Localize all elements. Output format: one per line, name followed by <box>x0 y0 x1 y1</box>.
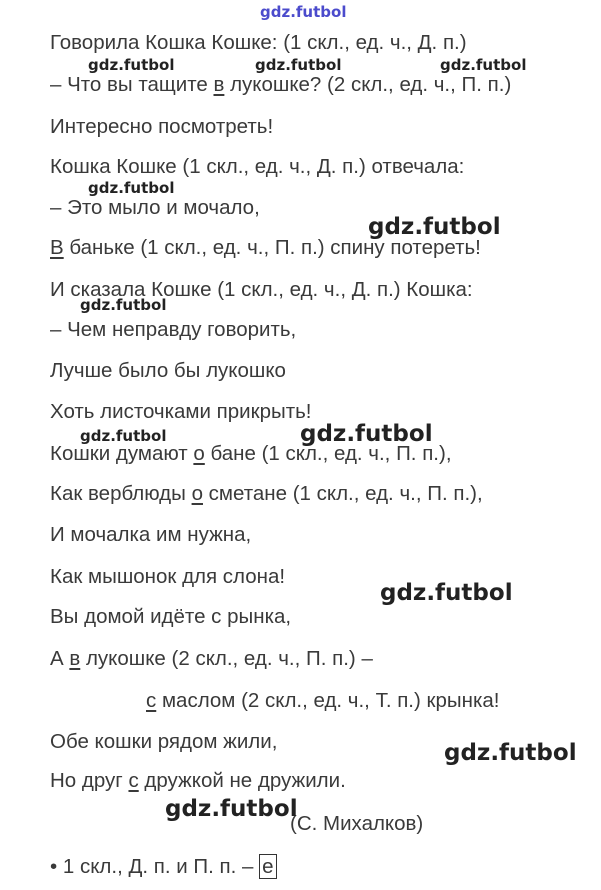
poem-line: – Чем неправду говорить, <box>50 318 297 341</box>
watermark: gdz.futbol <box>444 740 577 766</box>
poem-line: Но друг с дружкой не дружили. <box>50 769 346 792</box>
watermark: gdz.futbol <box>368 214 501 240</box>
preposition: о <box>191 482 203 505</box>
preposition: с <box>146 689 157 712</box>
preposition: с <box>128 769 139 792</box>
poem-line: А в лукошке (2 скл., ед. ч., П. п.) – <box>50 647 373 670</box>
watermark: gdz.futbol <box>88 56 175 74</box>
watermark: gdz.futbol <box>165 796 298 822</box>
watermark: gdz.futbol <box>380 580 513 606</box>
watermark: gdz.futbol <box>300 421 433 447</box>
preposition: в <box>213 73 225 96</box>
poem-line: Хоть листочками прикрыть! <box>50 400 312 423</box>
author-credit: (С. Михалков) <box>290 812 424 835</box>
watermark: gdz.futbol <box>80 427 167 445</box>
poem-line: Кошки думают о бане (1 скл., ед. ч., П. п.), <box>50 442 452 465</box>
poem-line: Обе кошки рядом жили, <box>50 730 278 753</box>
rule-bullet: • 1 скл., Д. п. и П. п. – е <box>50 855 277 879</box>
preposition: в <box>69 647 81 670</box>
preposition: о <box>193 442 205 465</box>
poem-line: с маслом (2 скл., ед. ч., Т. п.) крынка! <box>146 689 500 712</box>
poem-line: – Что вы тащите в лукошке? (2 скл., ед. ч., П. п.) <box>50 73 512 96</box>
poem-line: Как мышонок для слона! <box>50 565 286 588</box>
poem-line: В баньке (1 скл., ед. ч., П. п.) спину потереть! <box>50 236 481 259</box>
poem-line: Вы домой идёте с рынка, <box>50 605 292 628</box>
watermark: gdz.futbol <box>80 296 167 314</box>
poem-line: Как верблюды о сметане (1 скл., ед. ч., П. п.), <box>50 482 483 505</box>
poem-line: Лучше было бы лукошко <box>50 359 286 382</box>
ending-box: е <box>259 854 276 879</box>
poem-line: Говорила Кошка Кошке: (1 скл., ед. ч., Д. п.) <box>50 31 467 54</box>
poem-line: – Это мыло и мочало, <box>50 196 260 219</box>
watermark: gdz.futbol <box>440 56 527 74</box>
watermark: gdz.futbol <box>88 179 175 197</box>
poem-line: И сказала Кошке (1 скл., ед. ч., Д. п.) Кошка: <box>50 278 473 301</box>
watermark: gdz.futbol <box>260 3 347 21</box>
poem-line: И мочалка им нужна, <box>50 523 252 546</box>
poem-line: Интересно посмотреть! <box>50 115 274 138</box>
watermark: gdz.futbol <box>255 56 342 74</box>
poem-line: Кошка Кошке (1 скл., ед. ч., Д. п.) отвечала: <box>50 155 465 178</box>
preposition: В <box>50 236 64 259</box>
